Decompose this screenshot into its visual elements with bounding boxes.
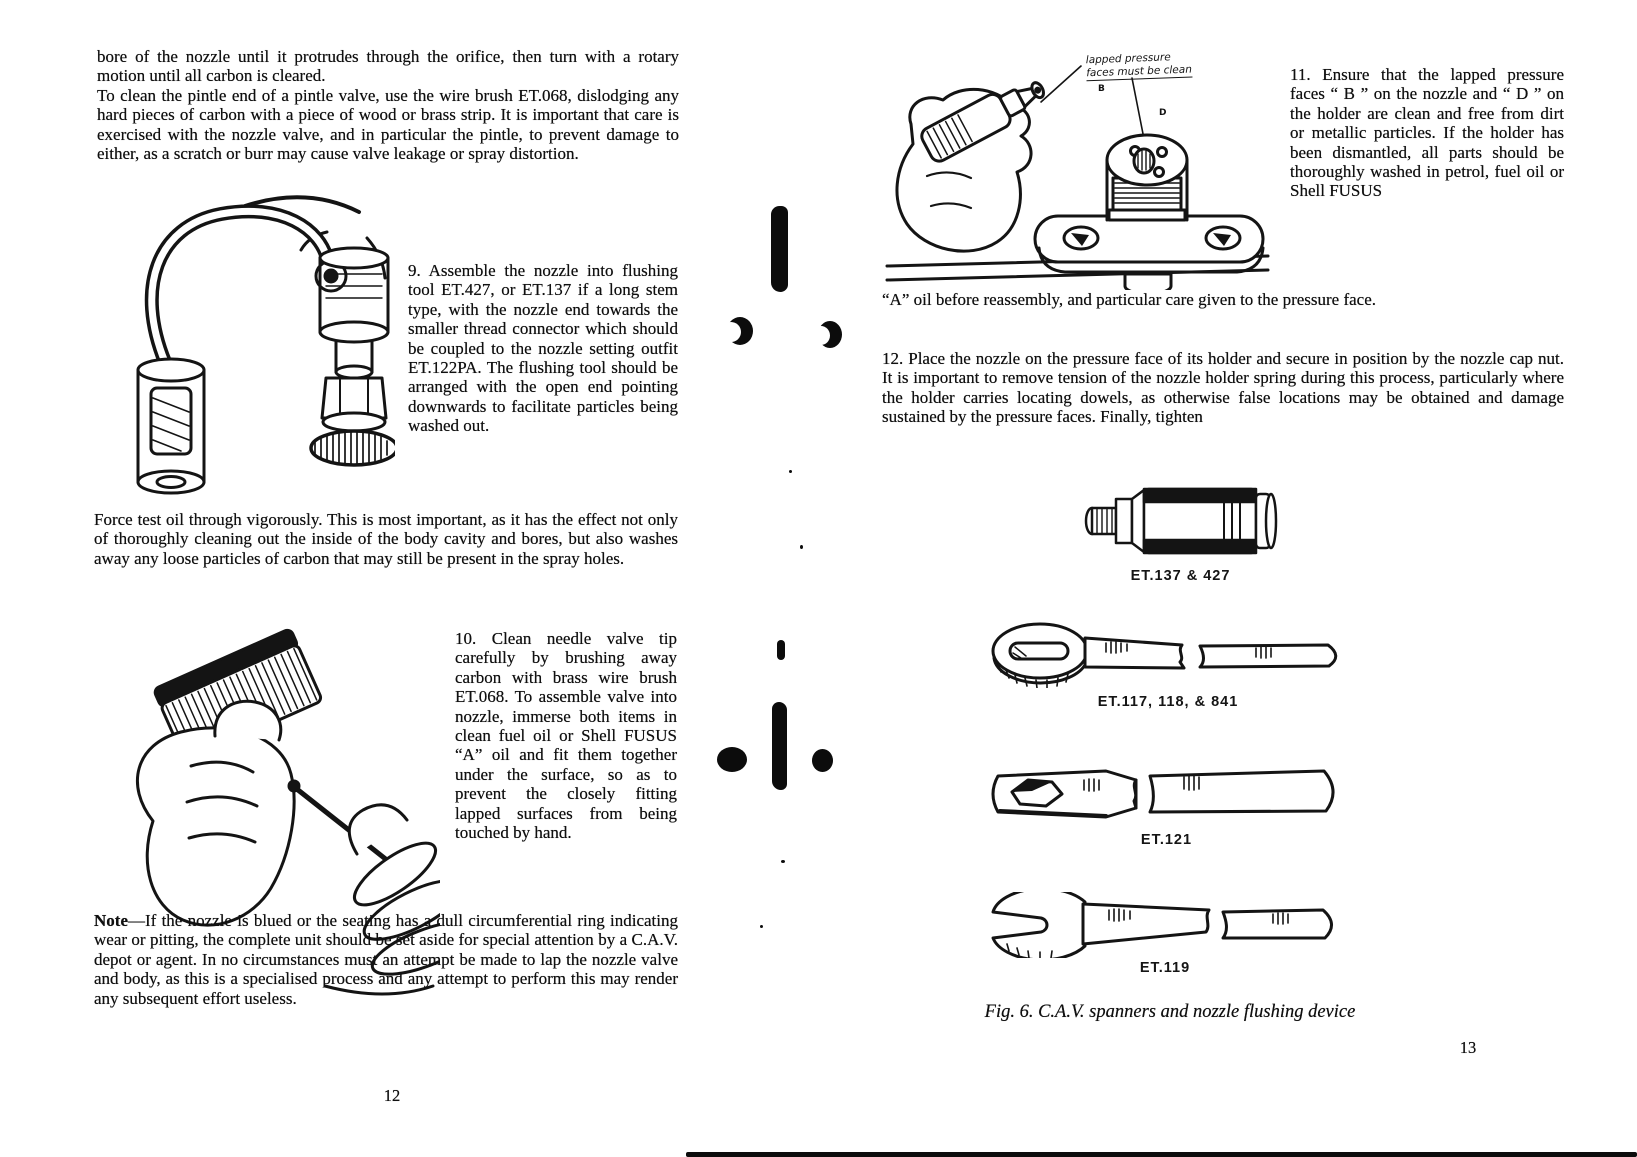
- tool-label-et137-427: ET.137 & 427: [1130, 568, 1231, 584]
- tool-hex-spanner-illustration: [988, 760, 1345, 828]
- paragraph-step-9: 9. Assemble the nozzle into flushing tool ET.427, or ET.137 if a long stem type, with the nozzle end towards the smaller thread connector which should be coupled to the nozzle setting outfit ET.122PA. The flushing tool should be arranged with the open end pointing downwards to facilitate particles being washed out.: [408, 261, 678, 436]
- right-page: [700, 0, 1637, 1157]
- callout-label-b: B: [1098, 84, 1105, 94]
- annotation-lapped-pressure: [1086, 50, 1217, 81]
- paragraph-force-test: Force test oil through vigorously. This is most important, as it has the effect not only of thoroughly cleaning out the inside of the body cavity and bores, but also washes away any loose particles of carbon that may still be present in the spray holes.: [94, 510, 678, 568]
- nozzle-holder-illustration: [885, 48, 1270, 290]
- tool-label-et117-118-841: ET.117, 118, & 841: [1097, 694, 1239, 710]
- paragraph-step-12: 12. Place the nozzle on the pressure face of its holder and secure in position by the nozzle cap nut. It is important to remove tension of the nozzle holder spring during this process, particularly where the holder carries locating dowels, as otherwise false locations may be obtained and damage sustained by the pressure faces. Finally, tighten: [882, 349, 1564, 427]
- note-body: —If the nozzle is blued or the seating has a dull circumferential ring indicating wear or pitting, the complete unit should be set aside for special attention by a C.A.V. depot or agent. In no circumstances must an attempt be made to lap the nozzle valve and body, as this is a specialised process and any attempt to perform this may render any subsequent effort useless.: [94, 911, 678, 1008]
- nozzle-holder-drawing: [885, 48, 1270, 290]
- tool-ring-spanner-illustration: [988, 618, 1348, 688]
- paragraph-note: [94, 911, 678, 1008]
- hex-spanner-drawing: [988, 760, 1345, 828]
- tool-label-et119: ET.119: [1139, 960, 1191, 976]
- flushing-device-drawing: [1078, 478, 1283, 563]
- flushing-tool-illustration: [95, 192, 395, 502]
- open-end-spanner-drawing: [985, 892, 1345, 958]
- tool-label-et121: ET.121: [1140, 832, 1193, 848]
- flushing-tool-drawing: [95, 192, 395, 502]
- tool-flushing-device-illustration: [1078, 478, 1283, 563]
- annotation-line-1: lapped pressure: [1085, 51, 1171, 67]
- note-label: Note: [94, 911, 128, 930]
- page-number-right: 13: [1459, 1038, 1477, 1057]
- figure-caption: Fig. 6. C.A.V. spanners and nozzle flushing device: [984, 1002, 1356, 1022]
- callout-label-d: D: [1159, 108, 1167, 118]
- paragraph-step-10: 10. Clean needle valve tip carefully by brushing away carbon with brass wire brush ET.068. To assemble valve into nozzle, immerse both items in clean fuel oil or Shell FUSUS “A” oil and fit them together under the surface, so as to prevent the closely fitting lapped surfaces from being touched by hand.: [455, 629, 677, 843]
- annotation-line-2: faces must be clean: [1086, 63, 1193, 80]
- paragraph-step-11-continued: “A” oil before reassembly, and particular care given to the pressure face.: [882, 290, 1377, 309]
- paragraph-step-11: 11. Ensure that the lapped pressure faces “ B ” on the nozzle and “ D ” on the holder are clean and free from dirt or metallic particles. If the holder has been dismantled, all parts should be thoroughly washed in petrol, fuel oil or Shell FUSUS: [1290, 65, 1564, 201]
- ring-spanner-drawing: [988, 618, 1348, 688]
- paragraph-intro-2: To clean the pintle end of a pintle valve, use the wire brush ET.068, dislodging any hard pieces of carbon with a piece of wood or brass strip. It is important that care is exercised with the nozzle valve, and in particular the pintle, to prevent damage to either, as a scratch or burr may cause valve leakage or spray distortion.: [97, 86, 679, 164]
- left-page: [0, 0, 700, 1157]
- page-number-left: 12: [383, 1086, 401, 1105]
- paragraph-intro-1: bore of the nozzle until it protrudes through the orifice, then turn with a rotary motion until all carbon is cleared.: [97, 47, 679, 86]
- tool-open-end-spanner-illustration: [985, 892, 1345, 958]
